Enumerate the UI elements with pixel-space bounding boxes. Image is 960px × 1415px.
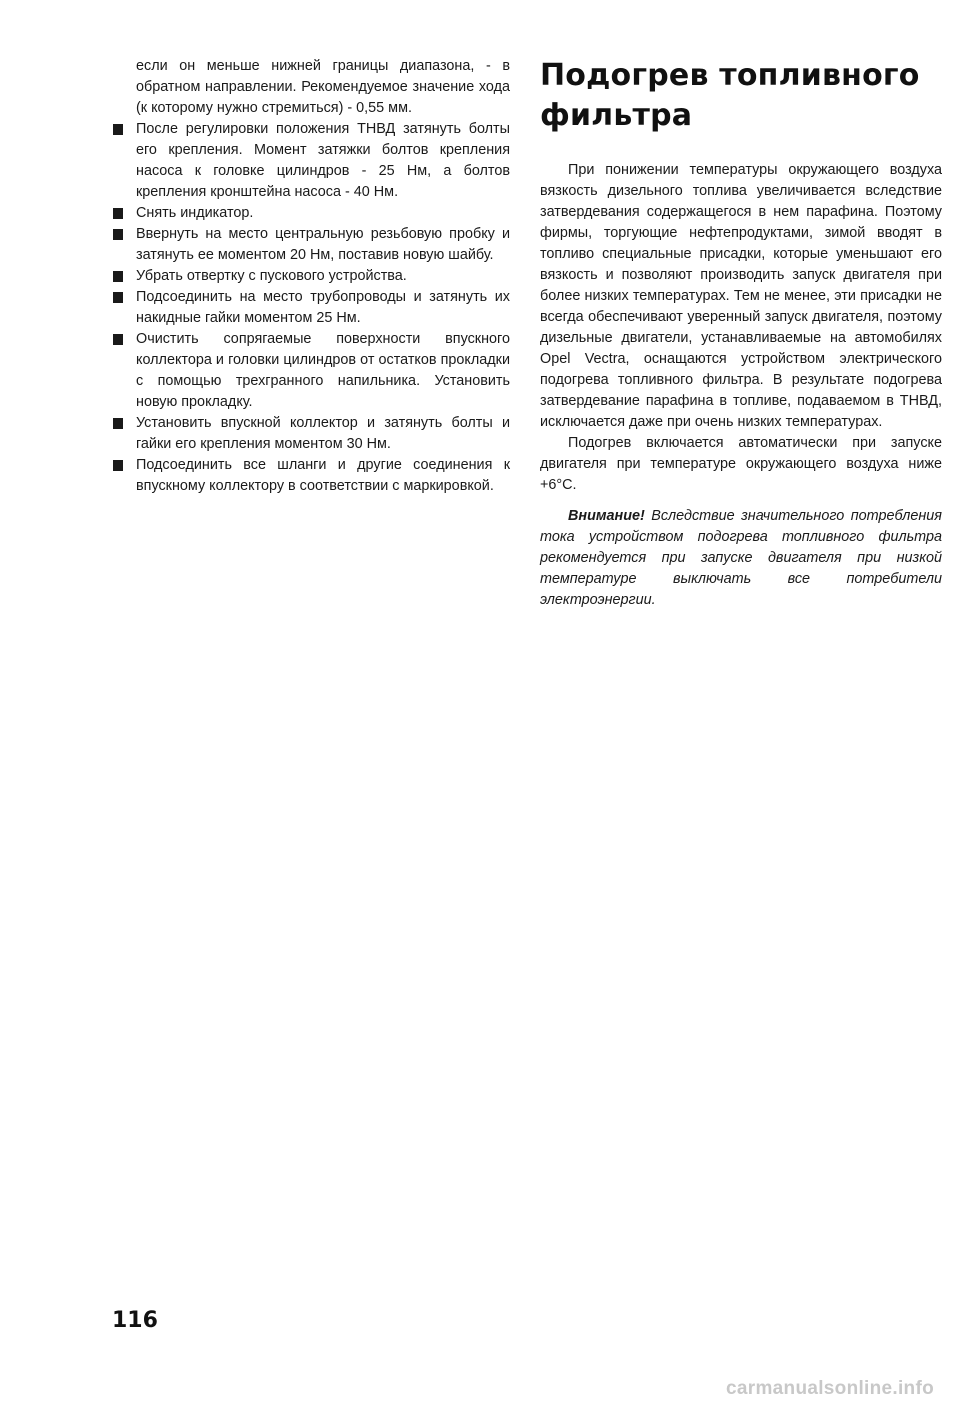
procedure-step [112, 119, 510, 203]
square-bullet-icon [113, 292, 123, 303]
procedure-step [112, 266, 510, 287]
left-column [112, 56, 510, 497]
procedure-step [112, 455, 510, 497]
square-bullet-icon [113, 418, 123, 429]
warning-note [540, 506, 942, 611]
procedure-step [112, 203, 510, 224]
square-bullet-icon [113, 460, 123, 471]
step-text: Очистить сопрягаемые поверхности впускного коллектора и головки цилиндров от остатков прокладки с помощью трехгранного напильника. Установить новую прокладку. [136, 331, 510, 410]
procedure-step [112, 413, 510, 455]
right-column [540, 56, 942, 611]
procedure-step [112, 329, 510, 413]
warning-text: Вследствие значительного потребления тока устройством подогрева топливного фильтра рекомендуется при запуске двигателя при низкой температуре выключать все потребители электроэнергии. [540, 508, 942, 608]
section-heading: Подогрев топливного фильтра [540, 58, 920, 133]
square-bullet-icon [113, 229, 123, 240]
body-paragraph: Подогрев включается автоматически при запуске двигателя при температуре окружающего воздуха ниже +6°С. [540, 435, 942, 493]
procedure-step [112, 224, 510, 266]
square-bullet-icon [113, 271, 123, 282]
procedure-step [112, 287, 510, 329]
square-bullet-icon [113, 334, 123, 345]
step-text: После регулировки положения ТНВД затянуть болты его крепления. Момент затяжки болтов крепления насоса к головке цилиндров - 25 Нм, а болтов крепления кронштейна насоса - 40 Нм. [136, 121, 510, 200]
watermark: carmanualsonline.info [726, 1378, 934, 1399]
continuation-text: если он меньше нижней границы диапазона, - в обратном направлении. Рекомендуемое значение хода (к которому нужно стремиться) - 0,55 мм. [136, 58, 510, 116]
step-text: Установить впускной коллектор и затянуть болты и гайки его крепления моментом 30 Нм. [136, 415, 510, 452]
step-text: Убрать отвертку с пускового устройства. [136, 268, 407, 284]
square-bullet-icon [113, 208, 123, 219]
page-number: 116 [112, 1308, 158, 1333]
warning-label: Внимание! [568, 508, 645, 524]
step-text: Подсоединить на место трубопроводы и затянуть их накидные гайки моментом 25 Нм. [136, 289, 510, 326]
step-text: Ввернуть на место центральную резьбовую пробку и затянуть ее моментом 20 Нм, поставив новую шайбу. [136, 226, 510, 263]
square-bullet-icon [113, 124, 123, 135]
step-text: Подсоединить все шланги и другие соединения к впускному коллектору в соответствии с маркировкой. [136, 457, 510, 494]
body-paragraph: При понижении температуры окружающего воздуха вязкость дизельного топлива увеличивается вследствие затвердевания содержащегося в нем парафина. Поэтому фирмы, торгующие нефтепродуктами, зимой вводят в топливо специальные присадки, которые уменьшают его вязкость и позволяют производить запуск двигателя при более низких температурах. Тем не менее, эти присадки не всегда обеспечивают уверенный запуск двигателя, поэтому дизельные двигатели, устанавливаемые на автомобилях Opel Vectra, оснащаются устройством электрического подогрева топливного фильтра. В результате подогрева затвердевание парафина в топливе, подаваемом в ТНВД, исключается даже при очень низких температурах. [540, 162, 942, 430]
procedure-steps [112, 119, 510, 497]
step-text: Снять индикатор. [136, 205, 254, 221]
